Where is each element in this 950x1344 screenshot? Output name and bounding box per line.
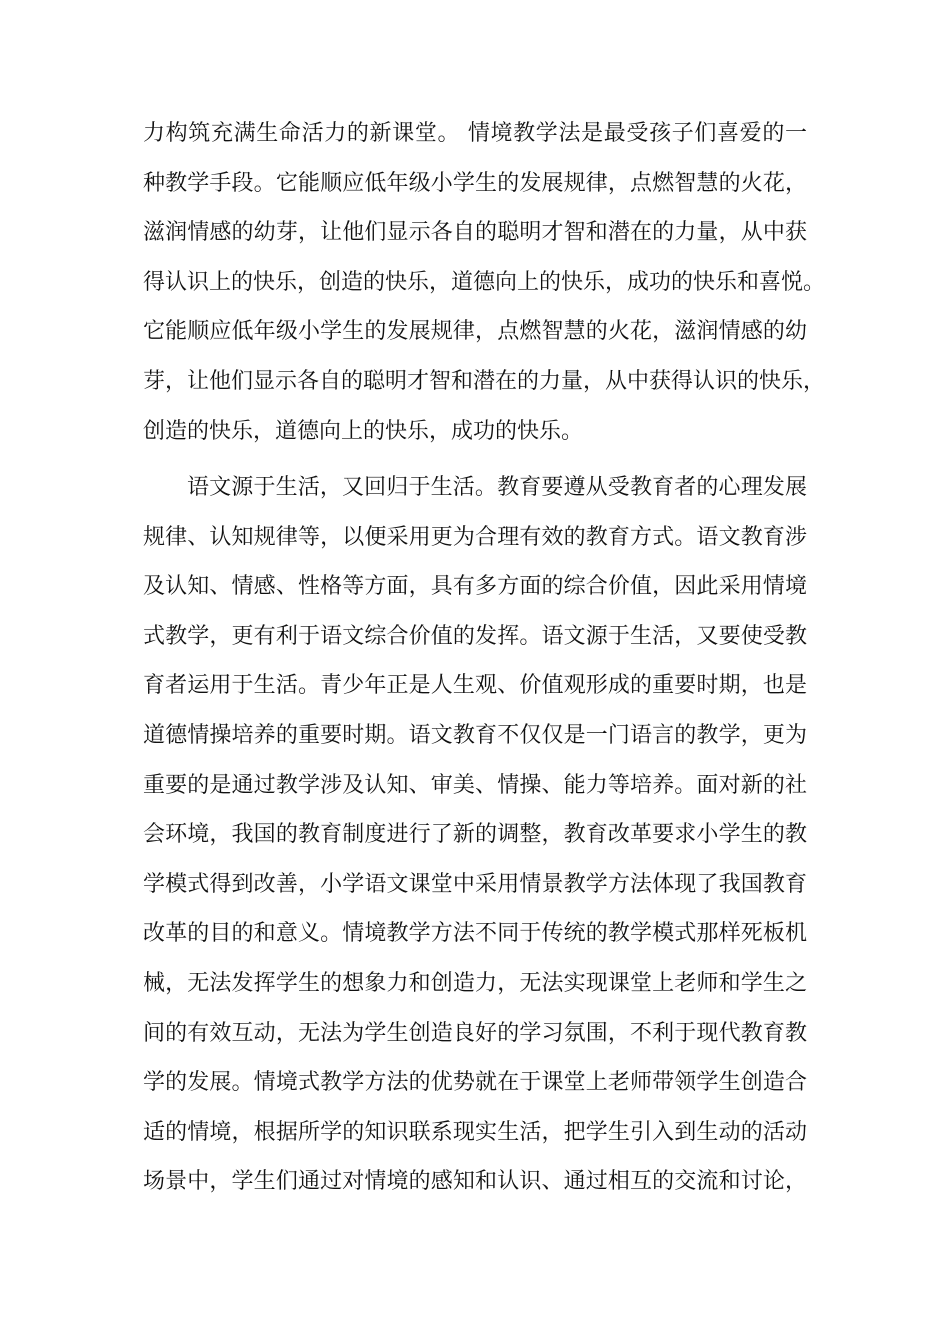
paragraph-1-line-7: 创造的快乐，道德向上的快乐，成功的快乐。 — [143, 418, 584, 444]
paragraph-2-line-6: 道德情操培养的重要时期。语文教育不仅仅是一门语言的教学，更为 — [143, 722, 807, 748]
paragraph-2-line-9: 学模式得到改善，小学语文课堂中采用情景教学方法体现了我国教育 — [143, 871, 807, 897]
paragraph-1-line-4: 得认识上的快乐，创造的快乐，道德向上的快乐，成功的快乐和喜悦。 — [143, 269, 826, 295]
paragraph-2-line-1: 语文源于生活，又回归于生活。教育要遵从受教育者的心理发展 — [187, 475, 807, 500]
paragraph-2-line-7: 重要的是通过教学涉及认知、审美、情操、能力等培养。面对新的社 — [143, 772, 807, 798]
paragraph-2-line-11: 械，无法发挥学生的想象力和创造力，无法实现课堂上老师和学生之 — [143, 970, 807, 996]
paragraph-2-line-2: 规律、认知规律等，以便采用更为合理有效的教育方式。语文教育涉 — [143, 524, 807, 550]
paragraph-1 — [143, 109, 826, 456]
paragraph-1-line-2: 种教学手段。它能顺应低年级小学生的发展规律，点燃智慧的火花， — [143, 170, 807, 196]
paragraph-2-line-14: 适的情境，根据所学的知识联系现实生活，把学生引入到生动的活动 — [143, 1119, 807, 1145]
paragraph-1-line-6: 芽，让他们显示各自的聪明才智和潜在的力量，从中获得认识的快乐， — [143, 368, 826, 394]
paragraph-2-line-4: 式教学，更有利于语文综合价值的发挥。语文源于生活，又要使受教 — [143, 623, 807, 649]
paragraph-2-line-13: 学的发展。情境式教学方法的优势就在于课堂上老师带领学生创造合 — [143, 1070, 807, 1096]
paragraph-2 — [143, 463, 807, 1207]
paragraph-2-line-15: 场景中，学生们通过对情境的感知和认识、通过相互的交流和讨论， — [143, 1169, 807, 1195]
paragraph-1-line-3: 滋润情感的幼芽，让他们显示各自的聪明才智和潜在的力量，从中获 — [143, 220, 807, 246]
paragraph-2-line-3: 及认知、情感、性格等方面，具有多方面的综合价值，因此采用情境 — [143, 574, 807, 600]
paragraph-2-line-5: 育者运用于生活。青少年正是人生观、价值观形成的重要时期，也是 — [143, 673, 807, 699]
paragraph-1-line-1: 力构筑充满生命活力的新课堂。 情境教学法是最受孩子们喜爱的一 — [143, 121, 807, 146]
paragraph-1-line-5: 它能顺应低年级小学生的发展规律，点燃智慧的火花，滋润情感的幼 — [143, 319, 807, 345]
paragraph-2-line-10: 改革的目的和意义。情境教学方法不同于传统的教学模式那样死板机 — [143, 921, 807, 947]
paragraph-2-line-12: 间的有效互动，无法为学生创造良好的学习氛围，不利于现代教育教 — [143, 1020, 807, 1046]
paragraph-2-line-8: 会环境，我国的教育制度进行了新的调整，教育改革要求小学生的教 — [143, 822, 807, 848]
